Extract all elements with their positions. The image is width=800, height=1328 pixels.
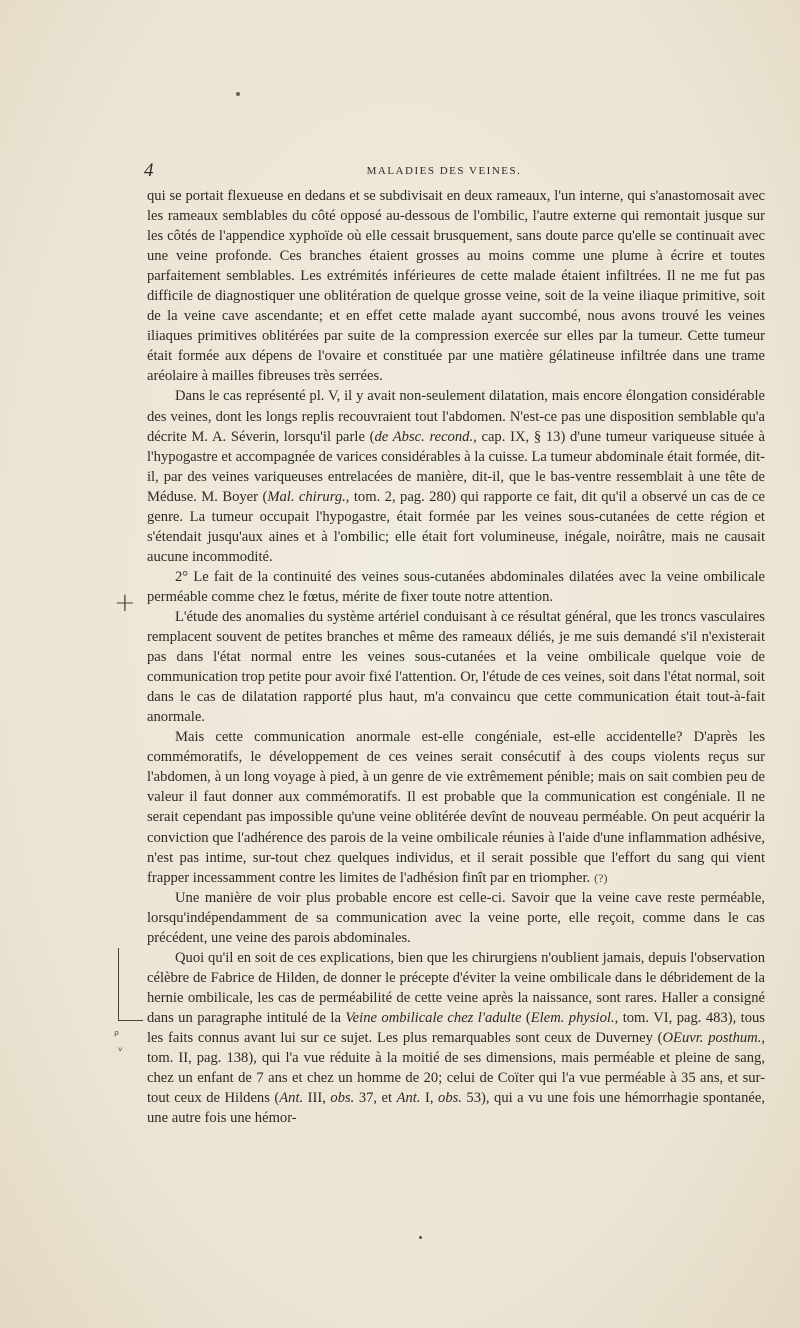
text-run: 53), qui a vu une fois une hémorrhagie spontanée, une autre fois une hémor- [147,1090,765,1127]
body-text [147,186,765,1128]
text-run: L'étude des anomalies du système artériel conduisant à ce résultat général, que les troncs vasculaires remplacent souvent de petites branches et même des rameaux déliés, je me suis demandé s'il n'existerait pas dans l'état normal entre les veines sous-cutanées et la veine ombilicale quelque voie de communication trop petite pour avoir fixé l'attention. Or, l'étude de ces veines, soit dans l'état normal, soit dans le cas de dilatation rapporté plus haut, m'a convaincu que cette communication était tout-à-fait anormale. [147,608,765,726]
margin-annotation-2: ᵛ [118,1044,124,1058]
italic-citation: Ant. [396,1090,421,1107]
margin-plus-mark: + [114,588,136,618]
text-run: , tom. VI, pag. 483), tous les faits connus avant lui sur ce sujet. Les plus remarquables sont ceux de Duverney ( [147,1009,765,1046]
text-run: tom. 2, pag. 280) qui rapporte ce fait, dit qu'il a observé un cas de ce genre. La tumeur occupait l'hypogastre, était formée par les veines sous-cutanées de cette région et s'étendait jusqu'aux aines et à l'ombilic; elle était fort volumineuse, inégale, noirâtre, mais ne causait aucune incommodité. [147,488,765,565]
paragraph [147,607,765,727]
italic-citation: Ant. [279,1090,304,1107]
ink-speck [236,92,240,96]
margin-annotation-1: ᵨ [114,1024,119,1038]
italic-citation: obs. [330,1090,355,1107]
text-run: ( [521,1009,531,1026]
italic-citation: de Absc. recond., [374,428,477,445]
paragraph [147,186,765,386]
paragraph [147,386,765,566]
text-run: III, [303,1090,331,1107]
text-run: tom. II, pag. 138), qui l'a vue réduite à la moitié de ses dimensions, mais perméable et pleine de sang, chez un enfant de 7 ans et chez un homme de 20; celui de Coïter qui l'a vue perméable à 35 ans, et sur-tout ceux de Hildens ( [147,1050,765,1107]
text-run: Une manière de voir plus probable encore est celle-ci. Savoir que la veine cave reste perméable, lorsqu'indépendamment de sa communication avec la veine porte, elle reçoit, comme dans le cas précédent, une veine des parois abdominales. [147,889,765,946]
paragraph [147,567,765,607]
text-run: cap. IX, § 13) d'une tumeur variqueuse située à l'hypogastre et accompagnée de varices considérables à la cuisse. La tumeur abdominale était formée, dit-il, par des veines variqueuses entrelacées de manière, dit-il, que le bas-ventre ressemblait à une tête de Méduse. M. Boyer ( [147,428,765,505]
page-number: 4 [144,160,154,181]
margin-bracket-mark [118,948,143,1021]
text-run: Quoi qu'il en soit de ces explications, bien que les chirurgiens n'oublient jamais, depuis l'observation célèbre de Fabrice de Hilden, de donner le précepte d'éviter la veine ombilicale dans le débridement de la hernie ombilicale, les cas de perméabilité de cette veine après la naissance, sont rares. Haller a consigné dans un paragraphe intitulé de la [147,949,765,1026]
ink-speck-bottom [419,1236,422,1239]
paragraph [147,948,765,1128]
text-run: Dans le cas représenté pl. V, il y avait non-seulement dilatation, mais encore élongation considérable des veines, dont les longs replis recouvraient tout l'abdomen. N'est-ce pas une disposition semblable qu'a décrite M. A. Séverin, lorsqu'il parle ( [147,388,765,445]
italic-citation: Elem. physiol. [530,1009,615,1026]
italic-citation: Veine ombilicale chez l'adulte [345,1009,522,1026]
italic-citation: obs. [438,1090,462,1107]
handwritten-query-mark: (?) [594,870,608,885]
text-run: I, [420,1090,439,1107]
paragraph [147,727,765,887]
text-run: qui se portait flexueuse en dedans et se subdivisait en deux rameaux, l'un interne, qui s'anastomosait avec les rameaux semblables du côté opposé au-dessous de l'ombilic, l'autre externe qui remontait jusque sur les côtés de l'appendice xyphoïde où elle cessait brusquement, sans doute parce qu'elle se continuait avec une veine profonde. Ces branches étaient grosses au moins comme une plume à écrire et toutes parfaitement semblables. Les extrémités inférieures de cette malade étaient infiltrées. Il ne me fut pas difficile de diagnostiquer une oblitération de quelque grosse veine, soit de la veine iliaque primitive, soit de la veine cave ascendante; et en effet cette malade ayant succombé, nous avons trouvé les veines iliaques primitives oblitérées par suite de la compression exercée sur elles par la tumeur. Cette tumeur était formée aux dépens de l'ovaire et constituée par une matière gélatineuse infiltrée dans une trame aréolaire à mailles fibreuses très serrées. [147,188,765,385]
italic-citation: Mal. chirurg., [267,488,350,505]
text-run: 37, et [354,1090,397,1107]
italic-citation: OEuvr. posthum., [662,1029,765,1046]
page-header [144,160,764,182]
text-run: Mais cette communication anormale est-elle congéniale, est-elle accidentelle? D'après les commémoratifs, le développement de ces veines serait consécutif à des coups violents reçus sur l'abdomen, à un long voyage à pied, à un genre de vie extrêmement pénible; mais on sait combien peu de valeur il faut donner aux commémoratifs. Il est probable que la communication est congéniale. Il ne serait cependant pas impossible qu'une veine oblitérée devînt de nouveau perméable. On peut acquérir la conviction que l'adhérence des parois de la veine ombilicale réunies à l'aide d'une inflammation adhésive, n'est pas intime, sur-tout chez quelques individus, et il serait possible que l'effort du sang qui vient frapper incessamment contre les limites de l'adhésion finît par en triompher. [147,729,765,886]
running-head: MALADIES DES VEINES. [366,165,522,177]
paragraph [147,888,765,948]
text-run: 2° Le fait de la continuité des veines sous-cutanées abdominales dilatées avec la veine ombilicale perméable comme chez le fœtus, mérite de fixer toute notre attention. [147,568,765,605]
